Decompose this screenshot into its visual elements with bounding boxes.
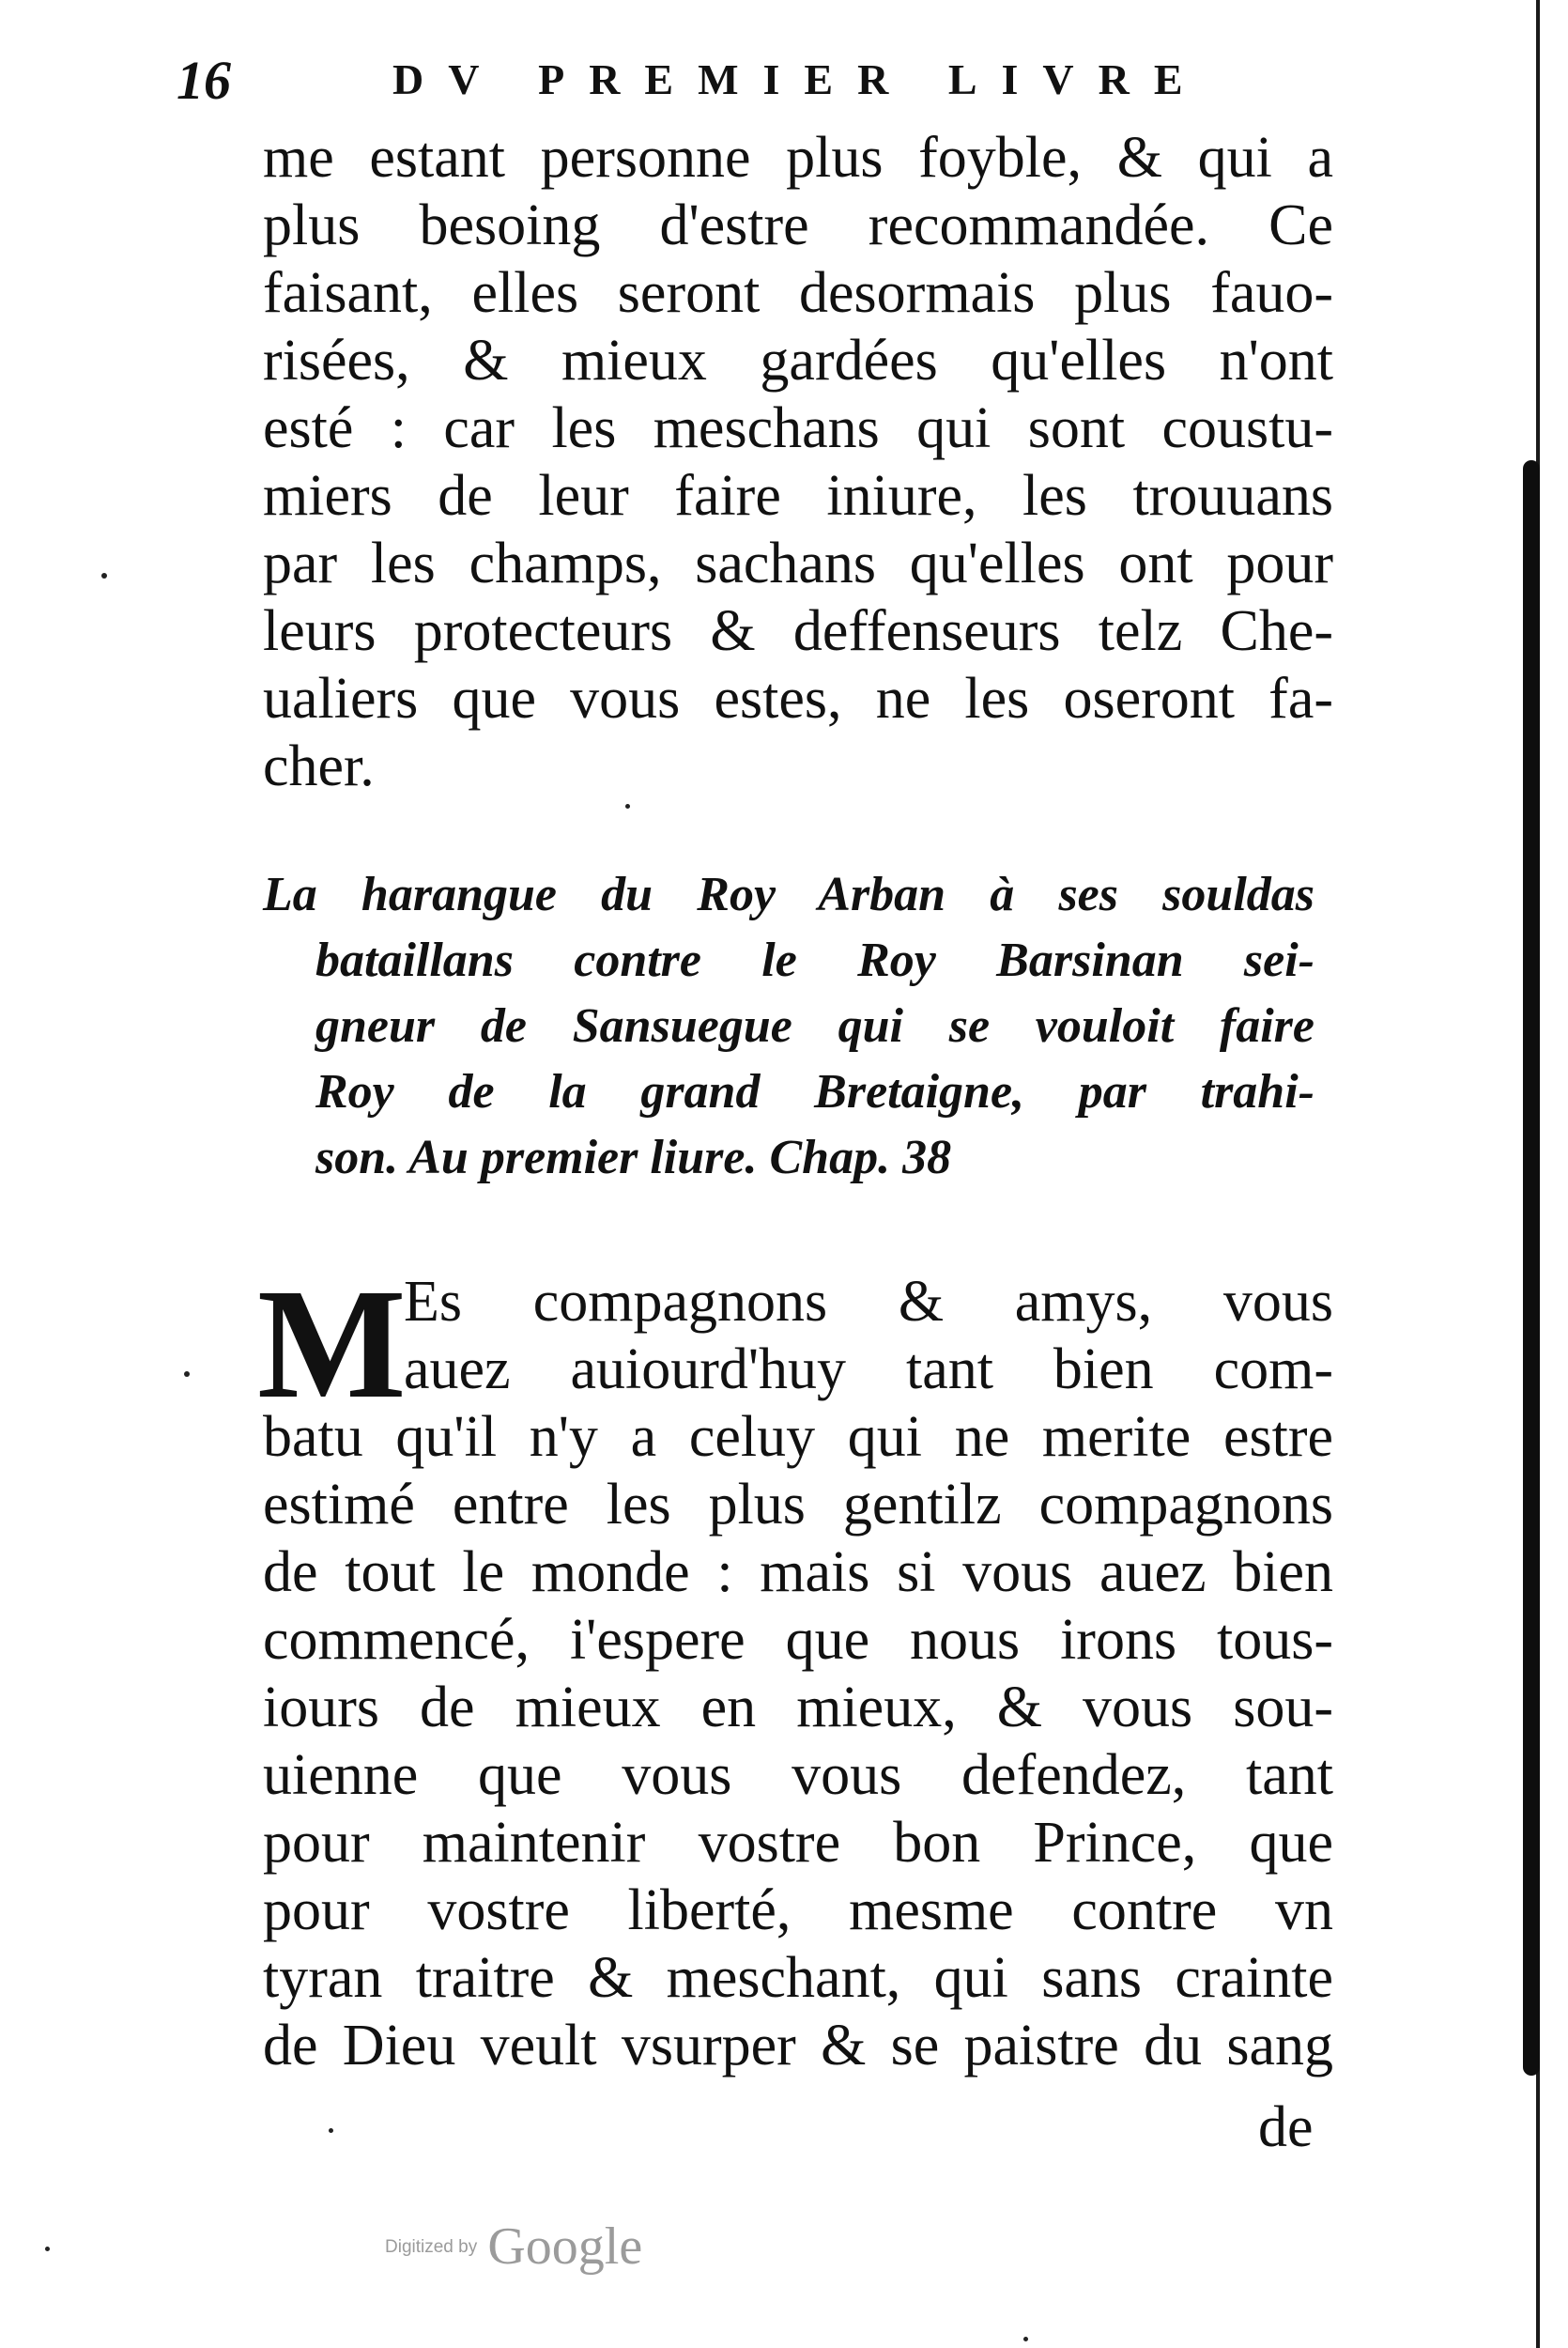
heading-line: La harangue du Roy Arban à ses souldas <box>263 868 1314 921</box>
digitized-watermark <box>385 2217 642 2277</box>
text-line: faisant, elles seront desormais plus fauo- <box>263 261 1333 325</box>
text-line: ualiers que vous estes, ne les oseront fa- <box>263 667 1333 731</box>
text-line: commencé, i'espere que nous irons tous- <box>263 1608 1333 1672</box>
running-head <box>177 49 1345 115</box>
text-line: pour maintenir vostre bon Prince, que <box>263 1811 1333 1875</box>
text-line: batu qu'il n'y a celuy qui ne merite estre <box>263 1405 1333 1469</box>
text-line: de Dieu veult vsurper & se paistre du sang <box>263 2014 1333 2078</box>
watermark-prefix: Digitized by <box>385 2237 478 2257</box>
text-line: par les champs, sachans qu'elles ont pour <box>263 532 1333 595</box>
running-head-title: DV PREMIER LIVRE <box>392 55 1207 103</box>
scan-speck <box>329 2128 333 2133</box>
text-line: cher. <box>263 734 375 798</box>
text-line: esté : car les meschans qui sont coustu- <box>263 396 1333 460</box>
page-number: 16 <box>177 50 231 111</box>
catchword: de <box>1258 2095 1314 2159</box>
paragraph-1 <box>263 124 1333 800</box>
page-gutter-shadow <box>1523 460 1540 2076</box>
text-line: miers de leur faire iniure, les trouuans <box>263 464 1333 528</box>
heading-line: gneur de Sansuegue qui se vouloit faire <box>315 999 1314 1053</box>
scan-speck <box>625 804 630 809</box>
text-line: leurs protecteurs & deffenseurs telz Che- <box>263 599 1333 663</box>
scan-speck <box>45 2247 50 2251</box>
heading-line: son. Au premier liure. Chap. 38 <box>315 1131 952 1184</box>
text-line: estimé entre les plus gentilz compagnons <box>263 1473 1333 1537</box>
text-line: uienne que vous vous defendez, tant <box>263 1743 1333 1807</box>
drop-cap: M <box>257 1257 407 1431</box>
scan-speck <box>101 573 107 579</box>
scan-speck <box>1023 2337 1028 2341</box>
text-line: plus besoing d'estre recommandée. Ce <box>263 193 1333 257</box>
text-line: auez auiourd'huy tant bien com- <box>404 1337 1333 1401</box>
text-line: pour vostre liberté, mesme contre vn <box>263 1878 1333 1942</box>
text-line: tyran traitre & meschant, qui sans crainte <box>263 1946 1333 2010</box>
watermark-brand: Google <box>487 2217 643 2276</box>
text-line: me estant personne plus foyble, & qui a <box>263 126 1333 190</box>
text-line: de tout le monde : mais si vous auez bien <box>263 1540 1333 1604</box>
text-line: iours de mieux en mieux, & vous sou- <box>263 1676 1333 1739</box>
heading-line: Roy de la grand Bretaigne, par trahi- <box>315 1065 1314 1119</box>
text-line: Es compagnons & amys, vous <box>404 1270 1333 1334</box>
scan-speck <box>184 1371 190 1377</box>
chapter-text <box>257 1257 1333 2079</box>
chapter-heading <box>263 862 1314 1191</box>
heading-line: bataillans contre le Roy Barsinan sei- <box>315 934 1314 987</box>
text-line: risées, & mieux gardées qu'elles n'ont <box>263 329 1333 393</box>
